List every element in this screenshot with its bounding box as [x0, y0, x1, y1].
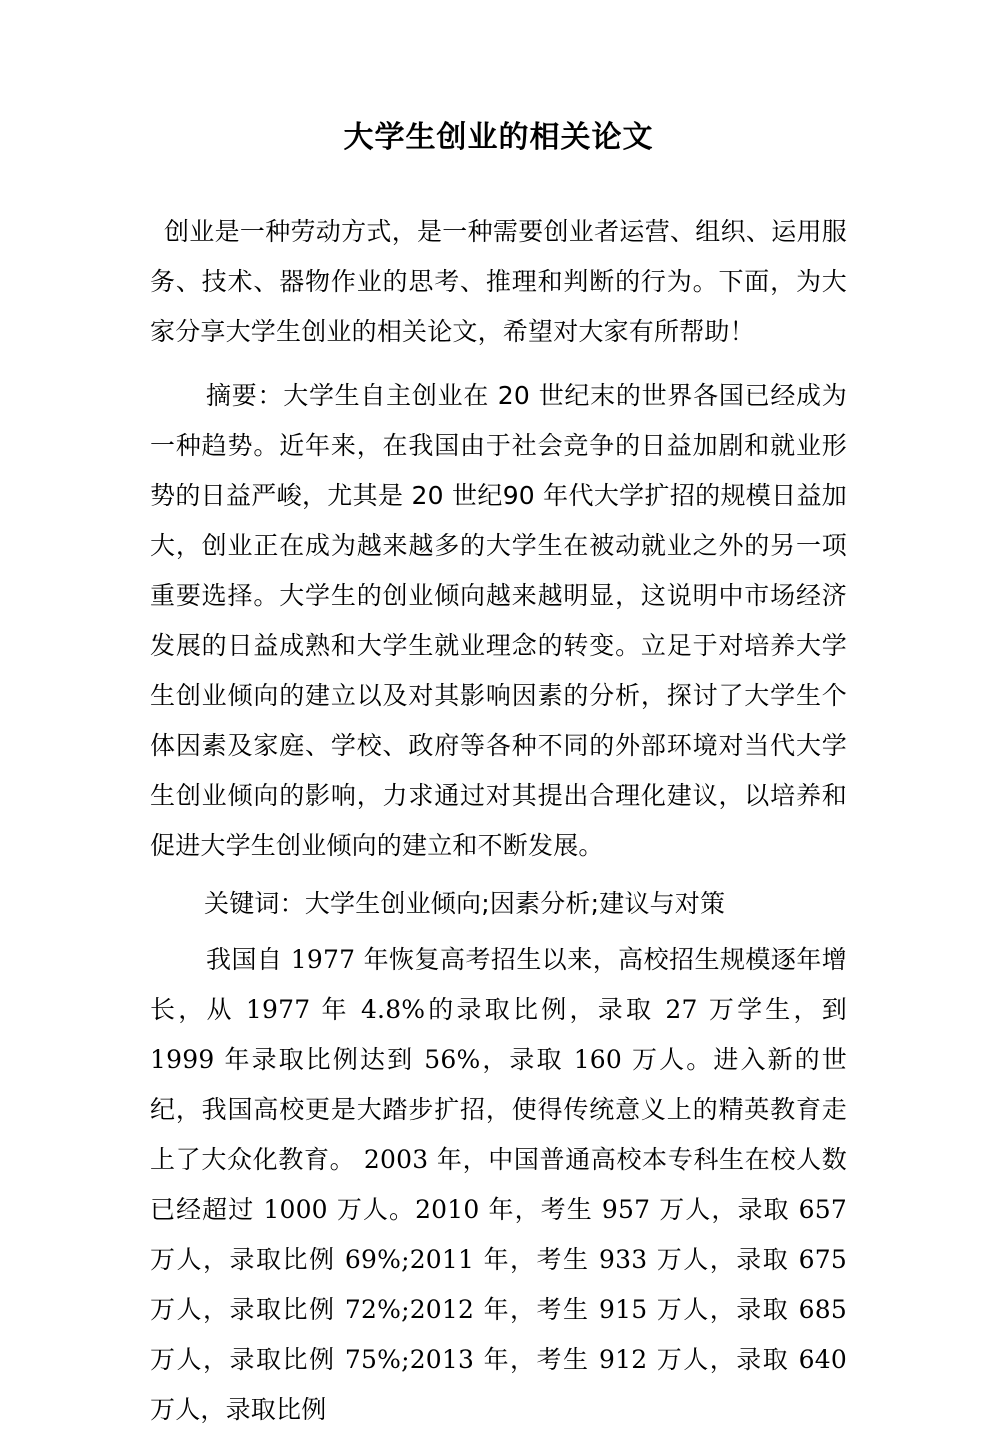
page-title: 大学生创业的相关论文: [343, 120, 654, 155]
text-column: [150, 0, 847, 1435]
keywords-line: 关键词：大学生创业倾向;因素分析;建议与对策: [204, 889, 726, 918]
body-paragraph: 我国自 1977 年恢复高考招生以来，高校招生规模逐年增长，从 1977 年 4.8%的录取比例，录取 27 万学生，到 1999 年录取比例达到 56%，录取 160 万人。进入新的世纪，我国高校更是大踏步扩招，使得传统意义上的精英教育走上了大众化教育。 2003 年，中国普通高校本专科生在校人数已经超过 1000 万人。2010 年，考生 957 万人，录取 657 万人，录取比例 69%;2011 年，考生 933 万人，录取 675 万人，录取比例 72%;2012 年，考生 915 万人，录取 685 万人，录取比例 75%;2013 年，考生 912 万人，录取 640 万人，录取比例: [150, 945, 847, 1424]
abstract-paragraph: 摘要：大学生自主创业在 20 世纪末的世界各国已经成为一种趋势。近年来，在我国由于社会竞争的日益加剧和就业形势的日益严峻，尤其是 20 世纪90 年代大学扩招的规模日益加大，创业正在成为越来越多的大学生在被动就业之外的另一项重要选择。大学生的创业倾向越来越明显，这说明中市场经济发展的日益成熟和大学生就业理念的转变。立足于对培养大学生创业倾向的建立以及对其影响因素的分析，探讨了大学生个体因素及家庭、学校、政府等各种不同的外部环境对当代大学生创业倾向的影响，力求通过对其提出合理化建议，以培养和促进大学生创业倾向的建立和不断发展。: [150, 381, 847, 860]
lead-paragraph: 创业是一种劳动方式，是一种需要创业者运营、组织、运用服务、技术、器物作业的思考、推理和判断的行为。下面，为大家分享大学生创业的相关论文，希望对大家有所帮助！: [150, 217, 847, 346]
